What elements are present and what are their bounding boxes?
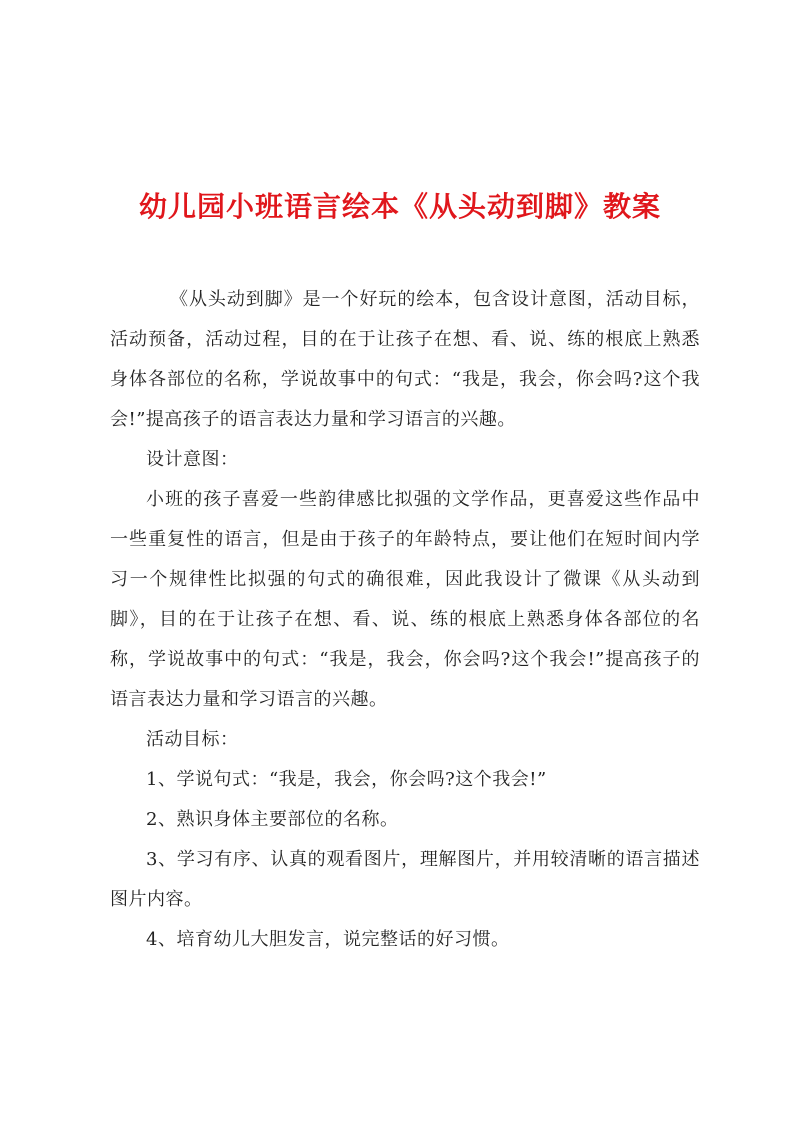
goal-item: 3、学习有序、认真的观看图片，理解图片，并用较清晰的语言描述图片内容。 bbox=[110, 849, 700, 910]
section-heading-design-intent: 设计意图： bbox=[146, 449, 239, 470]
document-title: 幼儿园小班语言绘本《从头动到脚》教案 bbox=[138, 189, 661, 223]
goal-item: 2、熟识身体主要部位的名称。 bbox=[146, 809, 399, 830]
section-heading-activity-goals: 活动目标： bbox=[146, 729, 239, 750]
document-body bbox=[110, 280, 700, 960]
goal-item: 1、学说句式：“我是，我会，你会吗?这个我会!” bbox=[146, 769, 547, 790]
design-intent-paragraph: 小班的孩子喜爱一些韵律感比拟强的文学作品，更喜爱这些作品中一些重复性的语言，但是由于孩子的年龄特点，要让他们在短时间内学习一个规律性比拟强的句式的确很难，因此我设计了微课《从头动到脚》，目的在于让孩子在想、看、说、练的根底上熟悉身体各部位的名称，学说故事中的句式：“我是，我会，你会吗?这个我会!”提高孩子的语言表达力量和学习语言的兴趣。 bbox=[110, 489, 700, 710]
intro-paragraph: 《从头动到脚》是一个好玩的绘本，包含设计意图，活动目标，活动预备，活动过程，目的在于让孩子在想、看、说、练的根底上熟悉身体各部位的名称，学说故事中的句式：“我是，我会，你会吗?这个我会!”提高孩子的语言表达力量和学习语言的兴趣。 bbox=[110, 289, 700, 430]
goal-item: 4、培育幼儿大胆发言，说完整话的好习惯。 bbox=[146, 929, 510, 950]
